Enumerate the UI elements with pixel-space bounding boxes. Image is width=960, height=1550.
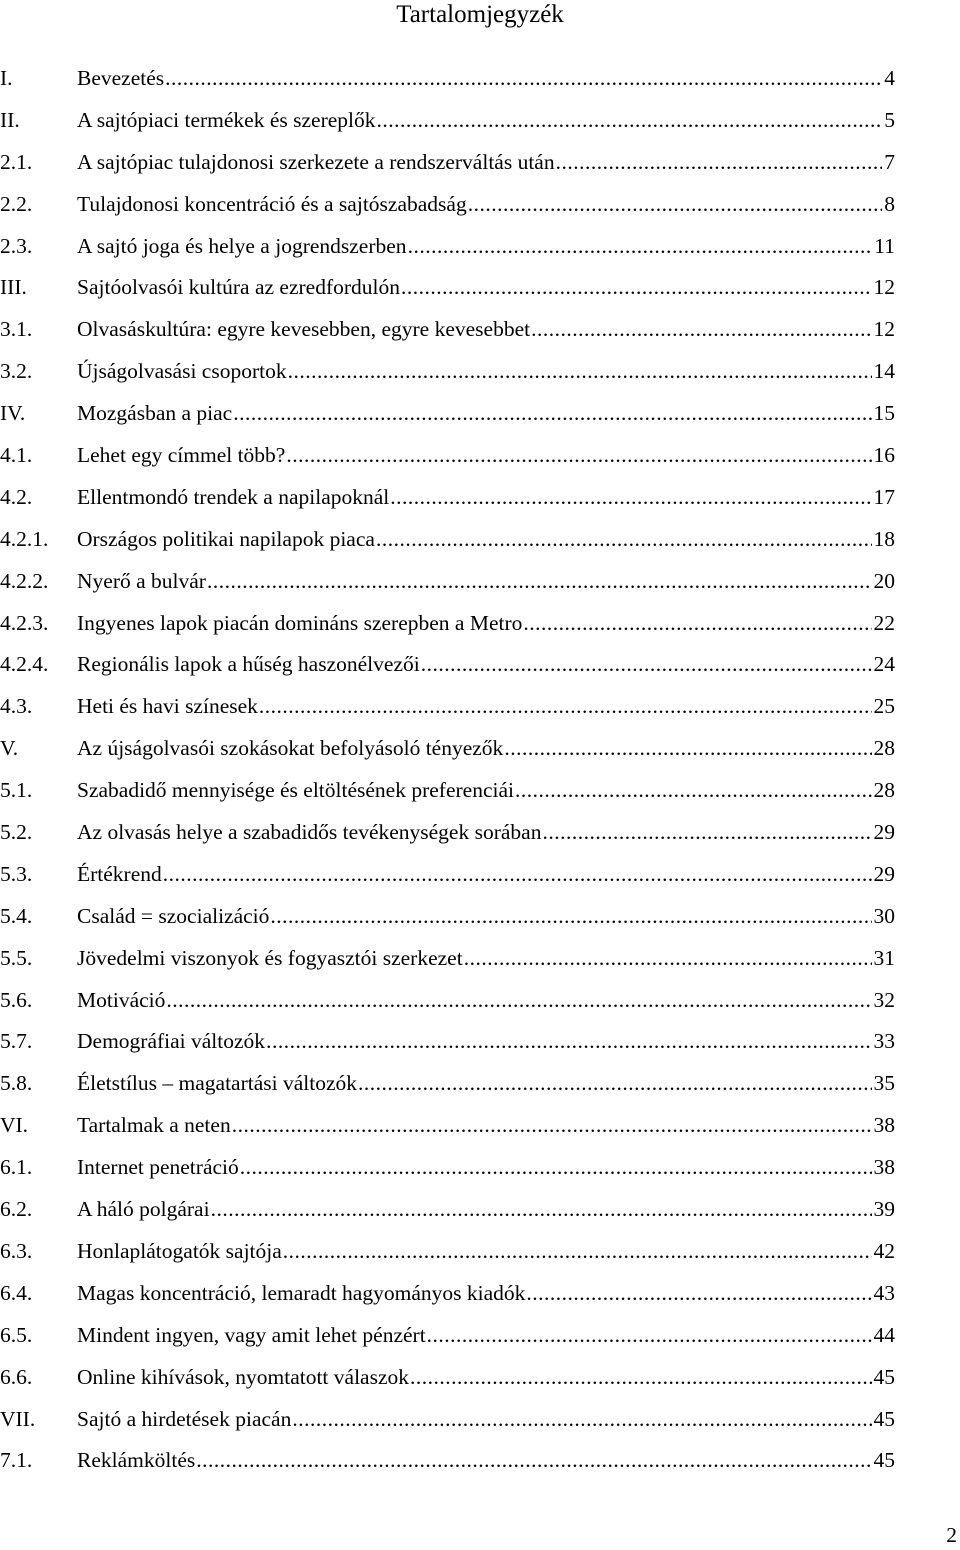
toc-entry[interactable] bbox=[0, 186, 960, 228]
toc-entry-number: 6.5. bbox=[0, 1322, 33, 1347]
toc-entry-page: 24 bbox=[873, 652, 895, 677]
toc-entry-line bbox=[77, 820, 895, 845]
toc-entry-line bbox=[77, 1365, 895, 1390]
toc-entry-page: 43 bbox=[873, 1280, 895, 1305]
toc-entry-title: A háló polgárai bbox=[77, 1197, 210, 1222]
toc-entry-number: 6.1. bbox=[0, 1155, 33, 1180]
toc-entry-title: Család = szocializáció bbox=[77, 903, 270, 928]
toc-entry-number: 5.2. bbox=[0, 820, 33, 845]
toc-entry-page: 45 bbox=[873, 1448, 895, 1473]
toc-entry-page: 29 bbox=[873, 861, 895, 886]
toc-entry-title: Ingyenes lapok piacán domináns szerepben a Metro bbox=[77, 610, 523, 635]
toc-entry-page: 38 bbox=[873, 1113, 895, 1138]
dot-leader bbox=[286, 443, 871, 468]
dot-leader bbox=[196, 1448, 871, 1473]
toc-entry-number: 5.8. bbox=[0, 1071, 33, 1096]
toc-entry-title: Jövedelmi viszonyok és fogyasztói szerkezet bbox=[77, 945, 463, 970]
dot-leader bbox=[464, 946, 872, 971]
toc-entry-page: 8 bbox=[884, 191, 895, 216]
toc-entry-title: Regionális lapok a hűség haszonélvezői bbox=[77, 652, 420, 677]
dot-leader bbox=[292, 1407, 871, 1432]
toc-entry-title: Reklámköltés bbox=[77, 1448, 196, 1473]
dot-leader bbox=[283, 1239, 872, 1264]
page-number: 2 bbox=[946, 1523, 957, 1547]
toc-entry-line bbox=[77, 1029, 895, 1054]
toc-entry-line bbox=[77, 1323, 895, 1348]
toc-entry-line bbox=[77, 275, 895, 300]
toc-entry-title: Online kihívások, nyomtatott válaszok bbox=[77, 1364, 410, 1389]
toc-entry-title: Az újságolvasói szokásokat befolyásoló tényezők bbox=[77, 736, 504, 761]
toc-entry-page: 28 bbox=[873, 778, 895, 803]
toc-entry[interactable] bbox=[0, 228, 960, 270]
toc-entry-page: 12 bbox=[873, 317, 895, 342]
toc-entry[interactable] bbox=[0, 814, 960, 856]
toc-entry-page: 16 bbox=[873, 443, 895, 468]
toc-entry-page: 42 bbox=[873, 1238, 895, 1263]
toc-entry-title: Motiváció bbox=[77, 987, 166, 1012]
toc-entry[interactable] bbox=[0, 982, 960, 1024]
toc-entry-page: 22 bbox=[873, 610, 895, 635]
toc-entry-title: Olvasáskultúra: egyre kevesebben, egyre kevesebbet bbox=[77, 317, 531, 342]
toc-entry-line bbox=[77, 988, 895, 1013]
toc-entry-line bbox=[77, 1071, 895, 1096]
dot-leader bbox=[288, 359, 872, 384]
toc-entry-number: 6.6. bbox=[0, 1364, 33, 1389]
toc-entry-line bbox=[77, 192, 895, 217]
toc-entry-title: Életstílus – magatartási változók bbox=[77, 1071, 358, 1096]
toc-entry-number: 6.4. bbox=[0, 1280, 33, 1305]
toc-entry[interactable] bbox=[0, 353, 960, 395]
toc-entry-title: Internet penetráció bbox=[77, 1155, 239, 1180]
toc-entry[interactable] bbox=[0, 1442, 960, 1484]
toc-entry-page: 44 bbox=[873, 1322, 895, 1347]
toc-entry-page: 33 bbox=[873, 1029, 895, 1054]
toc-entry[interactable] bbox=[0, 1359, 960, 1401]
toc-entry-line bbox=[77, 1197, 895, 1222]
toc-entry-page: 28 bbox=[873, 736, 895, 761]
toc-entry-line bbox=[77, 527, 895, 552]
table-of-contents bbox=[0, 60, 960, 1484]
dot-leader bbox=[523, 611, 871, 636]
toc-entry[interactable] bbox=[0, 940, 960, 982]
dot-leader bbox=[390, 485, 871, 510]
toc-entry-line bbox=[77, 234, 895, 259]
toc-entry-number: 2.2. bbox=[0, 191, 33, 216]
toc-entry-line bbox=[77, 652, 895, 677]
toc-entry-page: 17 bbox=[873, 484, 895, 509]
toc-entry[interactable] bbox=[0, 521, 960, 563]
dot-leader bbox=[233, 401, 871, 426]
toc-entry-title: Lehet egy címmel több? bbox=[77, 443, 286, 468]
toc-entry-title: Honlaplátogatók sajtója bbox=[77, 1238, 282, 1263]
toc-entry[interactable] bbox=[0, 1107, 960, 1149]
dot-leader bbox=[401, 275, 872, 300]
toc-entry-line bbox=[77, 485, 895, 510]
toc-entry-page: 30 bbox=[873, 903, 895, 928]
toc-entry[interactable] bbox=[0, 395, 960, 437]
dot-leader bbox=[504, 736, 871, 761]
toc-entry-title: Országos politikai napilapok piaca bbox=[77, 526, 375, 551]
toc-entry-title: Nyerő a bulvár bbox=[77, 568, 206, 593]
toc-entry-number: 4.2.4. bbox=[0, 652, 49, 677]
toc-entry[interactable] bbox=[0, 1317, 960, 1359]
toc-entry-page: 35 bbox=[873, 1071, 895, 1096]
dot-leader bbox=[515, 778, 872, 803]
toc-entry-title: Ellentmondó trendek a napilapoknál bbox=[77, 484, 390, 509]
toc-entry-line bbox=[77, 401, 895, 426]
toc-entry-line bbox=[77, 694, 895, 719]
toc-entry-page: 7 bbox=[884, 149, 895, 174]
toc-entry-line bbox=[77, 946, 895, 971]
toc-entry-line bbox=[77, 1407, 895, 1432]
toc-entry-title: Heti és havi színesek bbox=[77, 694, 258, 719]
toc-entry-title: Sajtó a hirdetések piacán bbox=[77, 1406, 292, 1431]
toc-entry-page: 45 bbox=[873, 1364, 895, 1389]
toc-entry-number: 5.6. bbox=[0, 987, 33, 1012]
toc-entry-line bbox=[77, 736, 895, 761]
toc-entry[interactable] bbox=[0, 311, 960, 353]
toc-entry-title: A sajtópiac tulajdonosi szerkezete a rendszerváltás után bbox=[77, 149, 555, 174]
toc-entry[interactable] bbox=[0, 1275, 960, 1317]
toc-entry[interactable] bbox=[0, 1233, 960, 1275]
toc-entry-number: III. bbox=[0, 275, 27, 300]
dot-leader bbox=[526, 1281, 871, 1306]
toc-entry-number: 4.1. bbox=[0, 443, 33, 468]
toc-entry-line bbox=[77, 1239, 895, 1264]
toc-entry-number: 3.1. bbox=[0, 317, 33, 342]
toc-entry-number: 4.3. bbox=[0, 694, 33, 719]
toc-entry[interactable] bbox=[0, 646, 960, 688]
toc-entry-title: Szabadidő mennyisége és eltöltésének preferenciái bbox=[77, 778, 514, 803]
toc-entry-page: 11 bbox=[874, 233, 895, 258]
toc-entry[interactable] bbox=[0, 856, 960, 898]
toc-entry-number: VII. bbox=[0, 1406, 36, 1431]
toc-entry[interactable] bbox=[0, 102, 960, 144]
toc-entry-number: IV. bbox=[0, 401, 26, 426]
toc-entry-number: 5.3. bbox=[0, 861, 33, 886]
toc-entry-line bbox=[77, 611, 895, 636]
toc-entry-number: VI. bbox=[0, 1113, 29, 1138]
dot-leader bbox=[408, 234, 873, 259]
dot-leader bbox=[376, 527, 872, 552]
dot-leader bbox=[531, 317, 871, 342]
dot-leader bbox=[542, 820, 871, 845]
toc-entry-page: 39 bbox=[873, 1197, 895, 1222]
toc-entry-number: 4.2.2. bbox=[0, 568, 49, 593]
toc-entry-page: 29 bbox=[873, 820, 895, 845]
toc-entry-number: 6.3. bbox=[0, 1238, 33, 1263]
dot-leader bbox=[232, 1113, 872, 1138]
dot-leader bbox=[556, 150, 883, 175]
toc-entry-title: Értékrend bbox=[77, 861, 162, 886]
toc-entry[interactable] bbox=[0, 1149, 960, 1191]
dot-leader bbox=[207, 569, 872, 594]
toc-entry-title: Demográfiai változók bbox=[77, 1029, 266, 1054]
toc-entry[interactable] bbox=[0, 1023, 960, 1065]
toc-entry-title: Mozgásban a piac bbox=[77, 401, 233, 426]
toc-entry-page: 31 bbox=[873, 945, 895, 970]
toc-entry-number: 4.2.3. bbox=[0, 610, 49, 635]
toc-entry-line bbox=[77, 862, 895, 887]
toc-entry-number: 7.1. bbox=[0, 1448, 33, 1473]
toc-entry[interactable] bbox=[0, 1191, 960, 1233]
toc-entry-title: Újságolvasási csoportok bbox=[77, 359, 287, 384]
toc-entry[interactable] bbox=[0, 144, 960, 186]
toc-entry-line bbox=[77, 569, 895, 594]
toc-entry-page: 14 bbox=[873, 359, 895, 384]
toc-entry-number: 2.3. bbox=[0, 233, 33, 258]
dot-leader bbox=[468, 192, 883, 217]
dot-leader bbox=[166, 988, 871, 1013]
toc-entry-line bbox=[77, 359, 895, 384]
toc-entry-page: 5 bbox=[884, 107, 895, 132]
toc-entry-number: II. bbox=[0, 107, 20, 132]
toc-entry-line bbox=[77, 1281, 895, 1306]
toc-entry[interactable] bbox=[0, 898, 960, 940]
toc-entry-line bbox=[77, 778, 895, 803]
dot-leader bbox=[259, 694, 872, 719]
toc-entry-title: Sajtóolvasói kultúra az ezredfordulón bbox=[77, 275, 400, 300]
toc-entry-title: Tulajdonosi koncentráció és a sajtószabadság bbox=[77, 191, 467, 216]
toc-entry-line bbox=[77, 443, 895, 468]
toc-entry-line bbox=[77, 1448, 895, 1473]
toc-entry[interactable] bbox=[0, 730, 960, 772]
toc-entry-number: 4.2. bbox=[0, 484, 33, 509]
toc-entry-line bbox=[77, 317, 895, 342]
dot-leader bbox=[410, 1365, 871, 1390]
dot-leader bbox=[358, 1071, 871, 1096]
toc-entry-title: Az olvasás helye a szabadidős tevékenységek sorában bbox=[77, 820, 542, 845]
toc-entry-title: A sajtó joga és helye a jogrendszerben bbox=[77, 233, 407, 258]
toc-entry-page: 25 bbox=[873, 694, 895, 719]
toc-entry[interactable] bbox=[0, 605, 960, 647]
toc-entry-line bbox=[77, 1155, 895, 1180]
toc-entry-page: 20 bbox=[873, 568, 895, 593]
toc-entry[interactable] bbox=[0, 60, 960, 102]
toc-entry-number: I. bbox=[0, 66, 13, 90]
dot-leader bbox=[270, 904, 871, 929]
toc-entry-number: 5.4. bbox=[0, 903, 33, 928]
toc-entry-number: 6.2. bbox=[0, 1197, 33, 1222]
toc-entry-page: 12 bbox=[873, 275, 895, 300]
toc-entry-page: 45 bbox=[873, 1406, 895, 1431]
toc-entry-title: Bevezetés bbox=[77, 66, 165, 90]
toc-entry[interactable] bbox=[0, 437, 960, 479]
dot-leader bbox=[427, 1323, 872, 1348]
dot-leader bbox=[163, 862, 872, 887]
toc-entry[interactable] bbox=[0, 1401, 960, 1443]
toc-entry-title: Mindent ingyen, vagy amit lehet pénzért bbox=[77, 1322, 426, 1347]
toc-entry-line bbox=[77, 1113, 895, 1138]
toc-entry-number: 5.1. bbox=[0, 778, 33, 803]
toc-entry-number: 3.2. bbox=[0, 359, 33, 384]
toc-entry[interactable] bbox=[0, 563, 960, 605]
page-title: Tartalomjegyzék bbox=[396, 1, 564, 28]
toc-entry[interactable] bbox=[0, 688, 960, 730]
dot-leader bbox=[266, 1029, 871, 1054]
toc-entry-number: V. bbox=[0, 736, 19, 761]
dot-leader bbox=[240, 1155, 872, 1180]
toc-entry-title: A sajtópiaci termékek és szereplők bbox=[77, 107, 376, 132]
dot-leader bbox=[377, 108, 883, 133]
toc-entry-title: Tartalmak a neten bbox=[77, 1113, 231, 1138]
toc-entry-line bbox=[77, 904, 895, 929]
toc-entry-page: 18 bbox=[873, 526, 895, 551]
toc-entry-page: 15 bbox=[873, 401, 895, 426]
dot-leader bbox=[421, 652, 872, 677]
toc-entry-number: 2.1. bbox=[0, 149, 33, 174]
toc-entry-title: Magas koncentráció, lemaradt hagyományos kiadók bbox=[77, 1280, 526, 1305]
toc-entry[interactable] bbox=[0, 1065, 960, 1107]
toc-entry-page: 32 bbox=[873, 987, 895, 1012]
dot-leader bbox=[211, 1197, 872, 1222]
toc-entry-number: 4.2.1. bbox=[0, 526, 49, 551]
toc-entry-line bbox=[77, 66, 895, 91]
toc-entry-line bbox=[77, 150, 895, 175]
toc-entry-number: 5.5. bbox=[0, 945, 33, 970]
toc-entry-page: 4 bbox=[884, 66, 895, 90]
toc-entry[interactable] bbox=[0, 772, 960, 814]
dot-leader bbox=[165, 66, 882, 91]
toc-entry[interactable] bbox=[0, 269, 960, 311]
toc-entry-page: 38 bbox=[873, 1155, 895, 1180]
toc-entry[interactable] bbox=[0, 479, 960, 521]
toc-entry-number: 5.7. bbox=[0, 1029, 33, 1054]
toc-entry-line bbox=[77, 108, 895, 133]
